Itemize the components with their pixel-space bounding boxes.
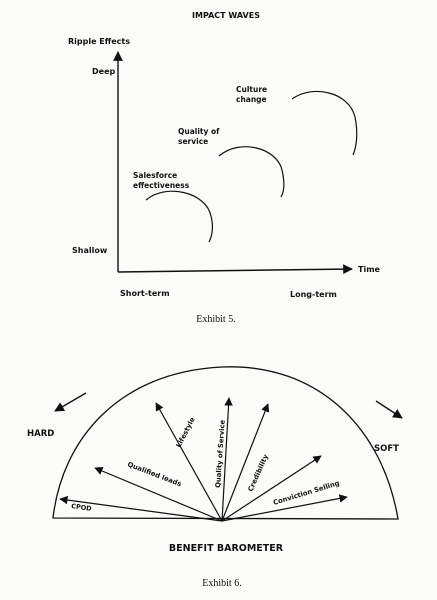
wave-salesforce-arc xyxy=(146,191,212,242)
wave-quality-arc xyxy=(219,147,284,197)
label-cpod: CPOD xyxy=(70,502,93,513)
y-bottom-label: Shallow xyxy=(72,246,108,255)
barometer-dome xyxy=(53,367,398,519)
wave-quality-label-1: Quality of xyxy=(178,127,220,136)
hard-arrow xyxy=(55,393,86,411)
exhibit-6-caption: Exhibit 6. xyxy=(202,578,242,589)
wave-culture-label-2: change xyxy=(236,95,267,104)
soft-label: SOFT xyxy=(374,444,399,454)
x-left-label: Short-term xyxy=(120,289,170,298)
exhibit-5 xyxy=(68,11,381,325)
label-lifestyle: Lifestyle xyxy=(174,415,197,449)
exhibit-6 xyxy=(27,367,402,589)
x-right-label: Long-term xyxy=(290,290,337,299)
hard-label: HARD xyxy=(27,429,55,439)
exhibit-5-caption: Exhibit 5. xyxy=(196,314,236,325)
wave-salesforce-label-2: effectiveness xyxy=(133,181,190,190)
label-conviction-selling: Conviction Selling xyxy=(272,479,341,507)
wave-salesforce-label-1: Salesforce xyxy=(133,171,178,180)
label-credibility: Credibility xyxy=(246,453,270,493)
x-axis xyxy=(118,269,352,272)
label-quality-of-service: Quality of Service xyxy=(214,419,227,489)
wave-culture-label-1: Culture xyxy=(236,85,268,94)
y-top-label: Deep xyxy=(92,67,116,76)
impact-waves-title: IMPACT WAVES xyxy=(192,11,260,20)
soft-arrow xyxy=(376,401,402,418)
x-axis-label: Time xyxy=(358,265,380,274)
wave-quality-label-2: service xyxy=(178,137,209,146)
y-axis-label: Ripple Effects xyxy=(68,37,131,46)
benefit-barometer-label: BENEFIT BAROMETER xyxy=(168,543,284,554)
label-qualified-leads: Qualified leads xyxy=(126,460,183,489)
wave-culture-arc xyxy=(292,91,357,155)
